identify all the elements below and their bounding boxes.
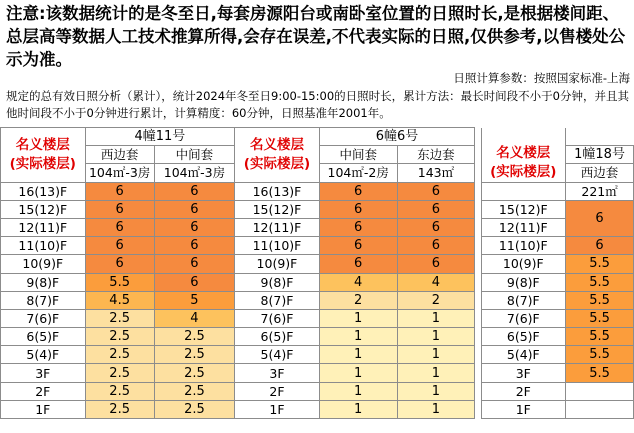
calculation-rule: 规定的总有效日照分析（累计），统计2024年冬至日9:00-15:00的日照时长，累计方法：最长时间段不小于0分钟，并且其他时间段不小于0分钟进行累计，计算精度：60分钟，日照基准年2001年。 [6, 89, 629, 120]
floor-label: 15(12)F [481, 200, 566, 218]
floor-label: 12(11)F [235, 218, 320, 236]
sunlight-hours: 6 [85, 218, 154, 236]
sunlight-hours: 1 [319, 364, 397, 382]
floor-label: 7(6)F [1, 309, 86, 327]
sunlight-hours: 5.5 [566, 273, 634, 291]
sunlight-hours: 2 [319, 291, 397, 309]
floor-label: 12(11)F [481, 218, 566, 236]
floor-label: 1F [481, 400, 566, 418]
sunlight-hours: 6 [154, 218, 234, 236]
floor-label: 9(8)F [235, 273, 320, 291]
sunlight-hours: 2.5 [154, 328, 234, 346]
sunlight-hours: 2.5 [154, 346, 234, 364]
floor-label: 11(10)F [1, 237, 86, 255]
building-a-name: 4幢11号 [85, 128, 235, 146]
unit-spec: 104㎡-3房 [154, 164, 234, 182]
floor-label: 15(12)F [1, 200, 86, 218]
sunlight-hours: 6 [397, 218, 475, 236]
floor-label: 6(5)F [481, 328, 566, 346]
floor-label: 8(7)F [481, 291, 566, 309]
sunlight-hours: 6 [154, 273, 234, 291]
sunlight-hours: 6 [154, 182, 234, 200]
floor-label: 2F [481, 382, 566, 400]
floor-label: 8(7)F [235, 291, 320, 309]
sunlight-hours: 2.5 [85, 400, 154, 418]
sunlight-hours: 6 [319, 200, 397, 218]
sunlight-hours: 6 [154, 237, 234, 255]
sunlight-hours: 5.5 [566, 255, 634, 273]
sunlight-hours: 4 [154, 309, 234, 327]
sunlight-hours: 6 [397, 255, 475, 273]
blank-cell [566, 128, 634, 146]
sunlight-hours: 6 [319, 182, 397, 200]
sunlight-hours: 1 [397, 400, 475, 418]
unit-spec: 143㎡ [397, 164, 475, 182]
sunlight-hours: 5.5 [566, 291, 634, 309]
sunlight-table [0, 127, 634, 419]
sunlight-hours: 1 [397, 346, 475, 364]
sunlight-hours: 2.5 [154, 400, 234, 418]
sunlight-hours: 5.5 [566, 309, 634, 327]
sunlight-hours: 4.5 [85, 291, 154, 309]
floor-label: 3F [235, 364, 320, 382]
floor-label: 3F [481, 364, 566, 382]
sunlight-hours: 6 [154, 255, 234, 273]
sunlight-hours: 6 [85, 200, 154, 218]
floor-label: 10(9)F [481, 255, 566, 273]
floor-label: 5(4)F [1, 346, 86, 364]
floor-label: 10(9)F [1, 255, 86, 273]
sunlight-hours [566, 400, 634, 418]
sunlight-hours: 6 [319, 237, 397, 255]
notice-text: 注意:该数据统计的是冬至日,每套房源阳台或南卧室位置的日照时长,是根据楼间距、总层高等数据人工技术推算所得,会存在误差,不代表实际的日照,仅供参考,以售楼处公示为准。 [6, 4, 626, 69]
sunlight-hours [566, 382, 634, 400]
floor-label: 11(10)F [481, 237, 566, 255]
sunlight-hours: 5.5 [85, 273, 154, 291]
building-c-name: 1幢18号 [566, 146, 634, 164]
unit-name: 东边套 [397, 146, 475, 164]
sunlight-hours: 2 [397, 291, 475, 309]
sunlight-hours: 2.5 [154, 364, 234, 382]
floor-label: 5(4)F [481, 346, 566, 364]
sunlight-hours: 5.5 [566, 364, 634, 382]
sunlight-hours: 6 [319, 218, 397, 236]
floor-label: 16(13)F [1, 182, 86, 200]
sunlight-hours: 2.5 [85, 382, 154, 400]
unit-name: 西边套 [566, 164, 634, 182]
floor-label: 12(11)F [1, 218, 86, 236]
floor-label: 1F [235, 400, 320, 418]
sunlight-hours: 6 [397, 182, 475, 200]
unit-name: 西边套 [85, 146, 154, 164]
sunlight-hours: 2.5 [85, 328, 154, 346]
sunlight-hours: 5.5 [566, 346, 634, 364]
floor-label: 11(10)F [235, 237, 320, 255]
sunlight-hours: 6 [85, 182, 154, 200]
floor-label: 5(4)F [235, 346, 320, 364]
floor-label: 6(5)F [235, 328, 320, 346]
sunlight-hours: 6 [397, 237, 475, 255]
floor-label: 7(6)F [235, 309, 320, 327]
blank-cell [481, 182, 566, 200]
unit-name: 中间套 [319, 146, 397, 164]
floor-label: 2F [1, 382, 86, 400]
floor-label: 7(6)F [481, 309, 566, 327]
floor-label: 1F [1, 400, 86, 418]
floor-header: 名义楼层 (实际楼层) [235, 128, 320, 183]
floor-label: 2F [235, 382, 320, 400]
sunlight-hours: 6 [566, 237, 634, 255]
sunlight-hours: 4 [397, 273, 475, 291]
floor-label: 15(12)F [235, 200, 320, 218]
sunlight-hours: 4 [319, 273, 397, 291]
floor-label: 3F [1, 364, 86, 382]
sunlight-hours: 2.5 [154, 382, 234, 400]
sunlight-hours: 6 [566, 200, 634, 236]
sunlight-hours: 2.5 [85, 364, 154, 382]
sunlight-hours: 1 [319, 382, 397, 400]
floor-label: 9(8)F [1, 273, 86, 291]
floor-header: 名义楼层 (实际楼层) [1, 128, 86, 183]
sunlight-hours: 5.5 [566, 328, 634, 346]
sunlight-hours: 1 [319, 400, 397, 418]
sunlight-hours: 5 [154, 291, 234, 309]
unit-spec: 104㎡-3房 [85, 164, 154, 182]
floor-label: 9(8)F [481, 273, 566, 291]
sunlight-hours: 1 [319, 328, 397, 346]
sunlight-hours: 2.5 [85, 309, 154, 327]
sunlight-hours: 6 [397, 200, 475, 218]
sunlight-hours: 1 [397, 364, 475, 382]
building-b-name: 6幢6号 [319, 128, 474, 146]
sunlight-hours: 1 [319, 346, 397, 364]
sunlight-hours: 6 [85, 255, 154, 273]
sunlight-hours: 1 [397, 309, 475, 327]
floor-label: 8(7)F [1, 291, 86, 309]
sunlight-hours: 1 [397, 328, 475, 346]
floor-label: 10(9)F [235, 255, 320, 273]
unit-name: 中间套 [154, 146, 234, 164]
sunlight-hours: 2.5 [85, 346, 154, 364]
floor-label: 6(5)F [1, 328, 86, 346]
sunlight-hours: 1 [319, 309, 397, 327]
unit-spec: 221㎡ [566, 182, 634, 200]
sunlight-hours: 6 [154, 200, 234, 218]
sunlight-hours: 6 [85, 237, 154, 255]
calculation-params: 日照计算参数：按照国家标准-上海 [453, 71, 630, 85]
floor-header: 名义楼层 (实际楼层) [481, 128, 566, 183]
sunlight-hours: 1 [397, 382, 475, 400]
sunlight-hours: 6 [319, 255, 397, 273]
unit-spec: 104㎡-2房 [319, 164, 397, 182]
floor-label: 16(13)F [235, 182, 320, 200]
